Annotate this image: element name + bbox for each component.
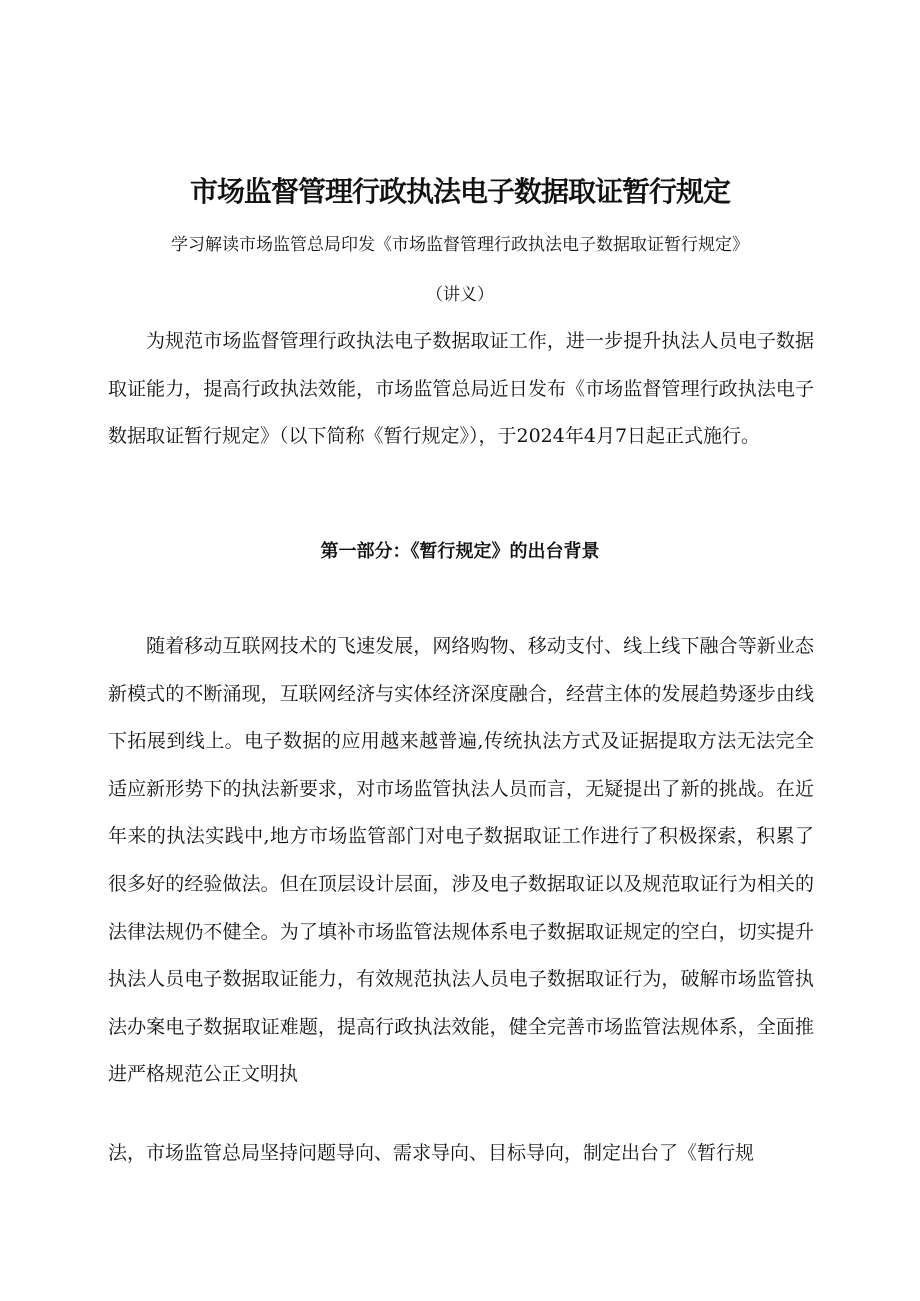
body-paragraph-continuation: 法，市场监管总局坚持问题导向、需求导向、目标导向，制定出台了《暂行规 bbox=[108, 1142, 755, 1164]
section-heading: 第一部分：《暂行规定》的出台背景 bbox=[320, 541, 600, 562]
intro-paragraph: 为规范市场监督管理行政执法电子数据取证工作，进一步提升执法人员电子数据取证能力，提高行政执法效能，市场监管总局近日发布《市场监督管理行政执法电子数据取证暂行规定》（以下简称《暂行规定》），于2024年4月7日起正式施行。 bbox=[108, 330, 814, 447]
document-subtitle: 学习解读市场监管总局印发《市场监督管理行政执法电子数据取证暂行规定》 bbox=[171, 235, 749, 255]
document-note: （讲义） bbox=[426, 285, 494, 305]
document-title: 市场监督管理行政执法电子数据取证暂行规定 bbox=[189, 175, 730, 208]
body-paragraph: 随着移动互联网技术的飞速发展，网络购物、移动支付、线上线下融合等新业态新模式的不断涌现，互联网经济与实体经济深度融合，经营主体的发展趋势逐步由线下拓展到线上。电子数据的应用越来越普遍,传统执法方式及证据提取方法无法完全适应新形势下的执法新要求，对市场监管执法人员而言，无疑提出了新的挑战。在近年来的执法实践中,地方市场监管部门对电子数据取证工作进行了积极探索，积累了很多好的经验做法。但在顶层设计层面，涉及电子数据取证以及规范取证行为相关的法律法规仍不健全。为了填补市场监管法规体系电子数据取证规定的空白，切实提升执法人员电子数据取证能力，有效规范执法人员电子数据取证行为，破解市场监管执法办案电子数据取证难题，提高行政执法效能，健全完善市场监管法规体系，全面推进严格规范公正文明执 bbox=[108, 635, 814, 1086]
